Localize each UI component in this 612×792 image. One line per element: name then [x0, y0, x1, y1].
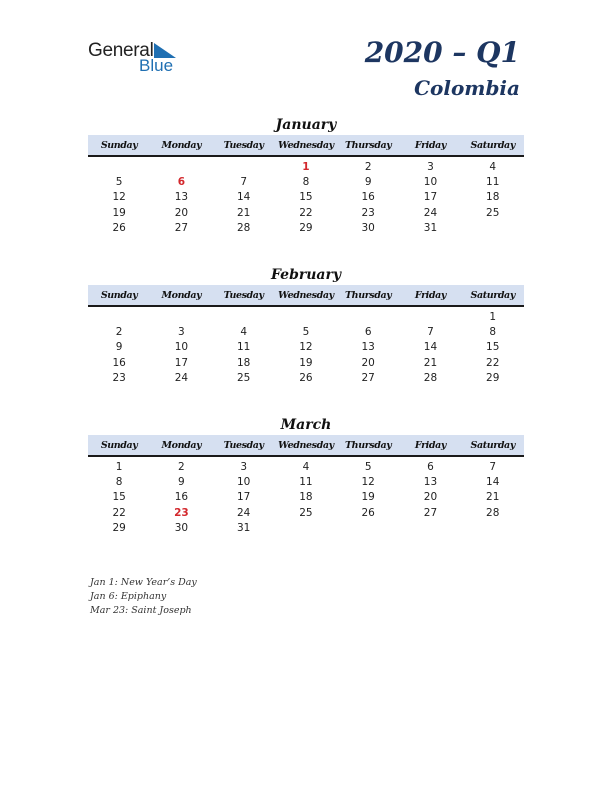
holiday-note: Jan 1: New Year’s Day [90, 577, 197, 588]
day-cell: 4 [302, 460, 310, 473]
month-name: March [280, 417, 332, 433]
week-row [88, 371, 524, 386]
weekday-saturday: Saturday [470, 439, 515, 451]
week-row [88, 324, 524, 339]
weekday-wednesday: Wednesday [278, 289, 334, 301]
day-cell: 9 [364, 176, 372, 189]
day-cell: 29 [486, 372, 500, 385]
weeks [88, 157, 524, 236]
day-cell: 8 [302, 176, 310, 189]
day-cell: 20 [174, 206, 189, 219]
holiday-note: Mar 23: Saint Joseph [90, 605, 192, 616]
day-cell: 7 [489, 460, 497, 473]
week-row [88, 205, 524, 220]
day-cell: 6 [364, 326, 372, 339]
logo [88, 40, 188, 76]
holiday-day-cell: 1 [302, 160, 310, 173]
week-row [88, 474, 524, 489]
week-row [88, 159, 524, 174]
day-cell: 2 [115, 326, 123, 339]
day-cell: 3 [240, 460, 247, 473]
month-march [88, 415, 524, 536]
day-cell: 8 [115, 476, 123, 489]
day-cell: 10 [423, 176, 438, 189]
weekday-header [88, 135, 524, 157]
day-cell: 21 [486, 491, 500, 504]
weekday-tuesday: Tuesday [223, 439, 264, 451]
week-row [88, 340, 524, 355]
day-cell: 7 [240, 176, 247, 189]
week-row [88, 190, 524, 205]
holiday-notes [90, 576, 197, 618]
day-cell: 18 [486, 191, 500, 204]
day-cell: 28 [423, 372, 438, 385]
day-cell: 12 [361, 476, 375, 489]
day-cell: 16 [361, 191, 375, 204]
day-cell: 2 [364, 160, 372, 173]
day-cell: 13 [361, 341, 375, 354]
weekday-header [88, 285, 524, 307]
day-cell: 29 [112, 522, 126, 535]
day-cell: 26 [112, 222, 126, 235]
month-name: February [270, 267, 341, 283]
month-february [88, 265, 524, 386]
weekday-wednesday: Wednesday [278, 439, 334, 451]
day-cell: 13 [174, 191, 189, 204]
day-cell: 1 [115, 460, 123, 473]
weekday-wednesday: Wednesday [278, 139, 334, 151]
weekday-monday: Monday [161, 439, 202, 451]
day-cell: 24 [423, 206, 438, 219]
day-cell: 28 [236, 222, 251, 235]
logo-text-blue: Blue [139, 56, 174, 75]
weekday-header [88, 435, 524, 457]
day-cell: 22 [299, 206, 313, 219]
day-cell: 15 [486, 341, 500, 354]
day-cell: 24 [174, 372, 189, 385]
day-cell: 16 [174, 491, 189, 504]
weekday-friday: Friday [414, 439, 447, 451]
day-cell: 17 [236, 491, 251, 504]
day-cell: 26 [361, 506, 375, 519]
day-cell: 28 [486, 506, 500, 519]
weekday-saturday: Saturday [470, 139, 515, 151]
day-cell: 15 [112, 491, 126, 504]
day-cell: 23 [112, 372, 126, 385]
day-cell: 6 [427, 460, 434, 473]
day-cell: 4 [489, 160, 497, 173]
day-cell: 19 [361, 491, 375, 504]
weekday-thursday: Thursday [345, 139, 392, 151]
day-cell: 31 [236, 522, 251, 535]
day-cell: 17 [174, 356, 189, 369]
day-cell: 3 [427, 160, 434, 173]
holiday-day-cell: 6 [177, 176, 186, 189]
day-cell: 16 [112, 356, 126, 369]
day-cell: 19 [299, 356, 313, 369]
logo-text-general: General [88, 40, 154, 61]
day-cell: 20 [361, 356, 375, 369]
day-cell: 15 [299, 191, 313, 204]
week-row [88, 309, 524, 324]
day-cell: 30 [174, 522, 189, 535]
weekday-sunday: Sunday [100, 439, 138, 451]
day-cell: 21 [423, 356, 438, 369]
day-cell: 22 [486, 356, 500, 369]
day-cell: 30 [361, 222, 375, 235]
day-cell: 25 [299, 506, 313, 519]
weeks [88, 307, 524, 386]
day-cell: 25 [486, 206, 500, 219]
day-cell: 12 [112, 191, 126, 204]
day-cell: 29 [299, 222, 313, 235]
day-cell: 27 [174, 222, 189, 235]
day-cell: 24 [236, 506, 251, 519]
day-cell: 5 [115, 176, 123, 189]
day-cell: 25 [236, 372, 251, 385]
day-cell: 13 [423, 476, 438, 489]
month-name: January [275, 117, 337, 133]
weekday-tuesday: Tuesday [223, 139, 264, 151]
weekday-sunday: Sunday [100, 289, 138, 301]
day-cell: 2 [178, 460, 185, 473]
day-cell: 12 [299, 341, 313, 354]
day-cell: 9 [115, 341, 123, 354]
day-cell: 3 [178, 326, 185, 339]
weekday-friday: Friday [414, 289, 447, 301]
weekday-thursday: Thursday [345, 289, 392, 301]
day-cell: 10 [236, 476, 251, 489]
day-cell: 31 [423, 222, 438, 235]
month-january [88, 115, 524, 236]
day-cell: 18 [299, 491, 313, 504]
holiday-day-cell: 23 [174, 506, 189, 519]
day-cell: 17 [423, 191, 438, 204]
day-cell: 9 [178, 476, 185, 489]
day-cell: 27 [361, 372, 375, 385]
day-cell: 14 [236, 191, 251, 204]
day-cell: 1 [489, 310, 497, 323]
weeks [88, 457, 524, 536]
day-cell: 5 [302, 326, 310, 339]
country-name: Colombia [414, 76, 520, 100]
week-row [88, 174, 524, 189]
day-cell: 5 [364, 460, 372, 473]
day-cell: 19 [112, 206, 126, 219]
weekday-friday: Friday [414, 139, 447, 151]
day-cell: 11 [486, 176, 500, 189]
day-cell: 22 [112, 506, 126, 519]
day-cell: 7 [427, 326, 434, 339]
day-cell: 14 [486, 476, 500, 489]
week-row [88, 521, 524, 536]
week-row [88, 355, 524, 370]
week-row [88, 221, 524, 236]
weekday-monday: Monday [161, 139, 202, 151]
day-cell: 11 [299, 476, 313, 489]
day-cell: 26 [299, 372, 313, 385]
day-cell: 4 [240, 326, 247, 339]
day-cell: 23 [361, 206, 375, 219]
weekday-thursday: Thursday [345, 439, 392, 451]
week-row [88, 505, 524, 520]
weekday-sunday: Sunday [100, 139, 138, 151]
weekday-monday: Monday [161, 289, 202, 301]
day-cell: 14 [423, 341, 438, 354]
day-cell: 20 [423, 491, 438, 504]
day-cell: 11 [236, 341, 251, 354]
holiday-note: Jan 6: Epiphany [90, 591, 167, 602]
weekday-saturday: Saturday [470, 289, 515, 301]
week-row [88, 459, 524, 474]
page-title: 2020 – Q1 [364, 36, 520, 69]
weekday-tuesday: Tuesday [223, 289, 264, 301]
day-cell: 18 [236, 356, 251, 369]
week-row [88, 490, 524, 505]
day-cell: 8 [489, 326, 497, 339]
day-cell: 27 [423, 506, 438, 519]
day-cell: 21 [236, 206, 251, 219]
day-cell: 10 [174, 341, 189, 354]
